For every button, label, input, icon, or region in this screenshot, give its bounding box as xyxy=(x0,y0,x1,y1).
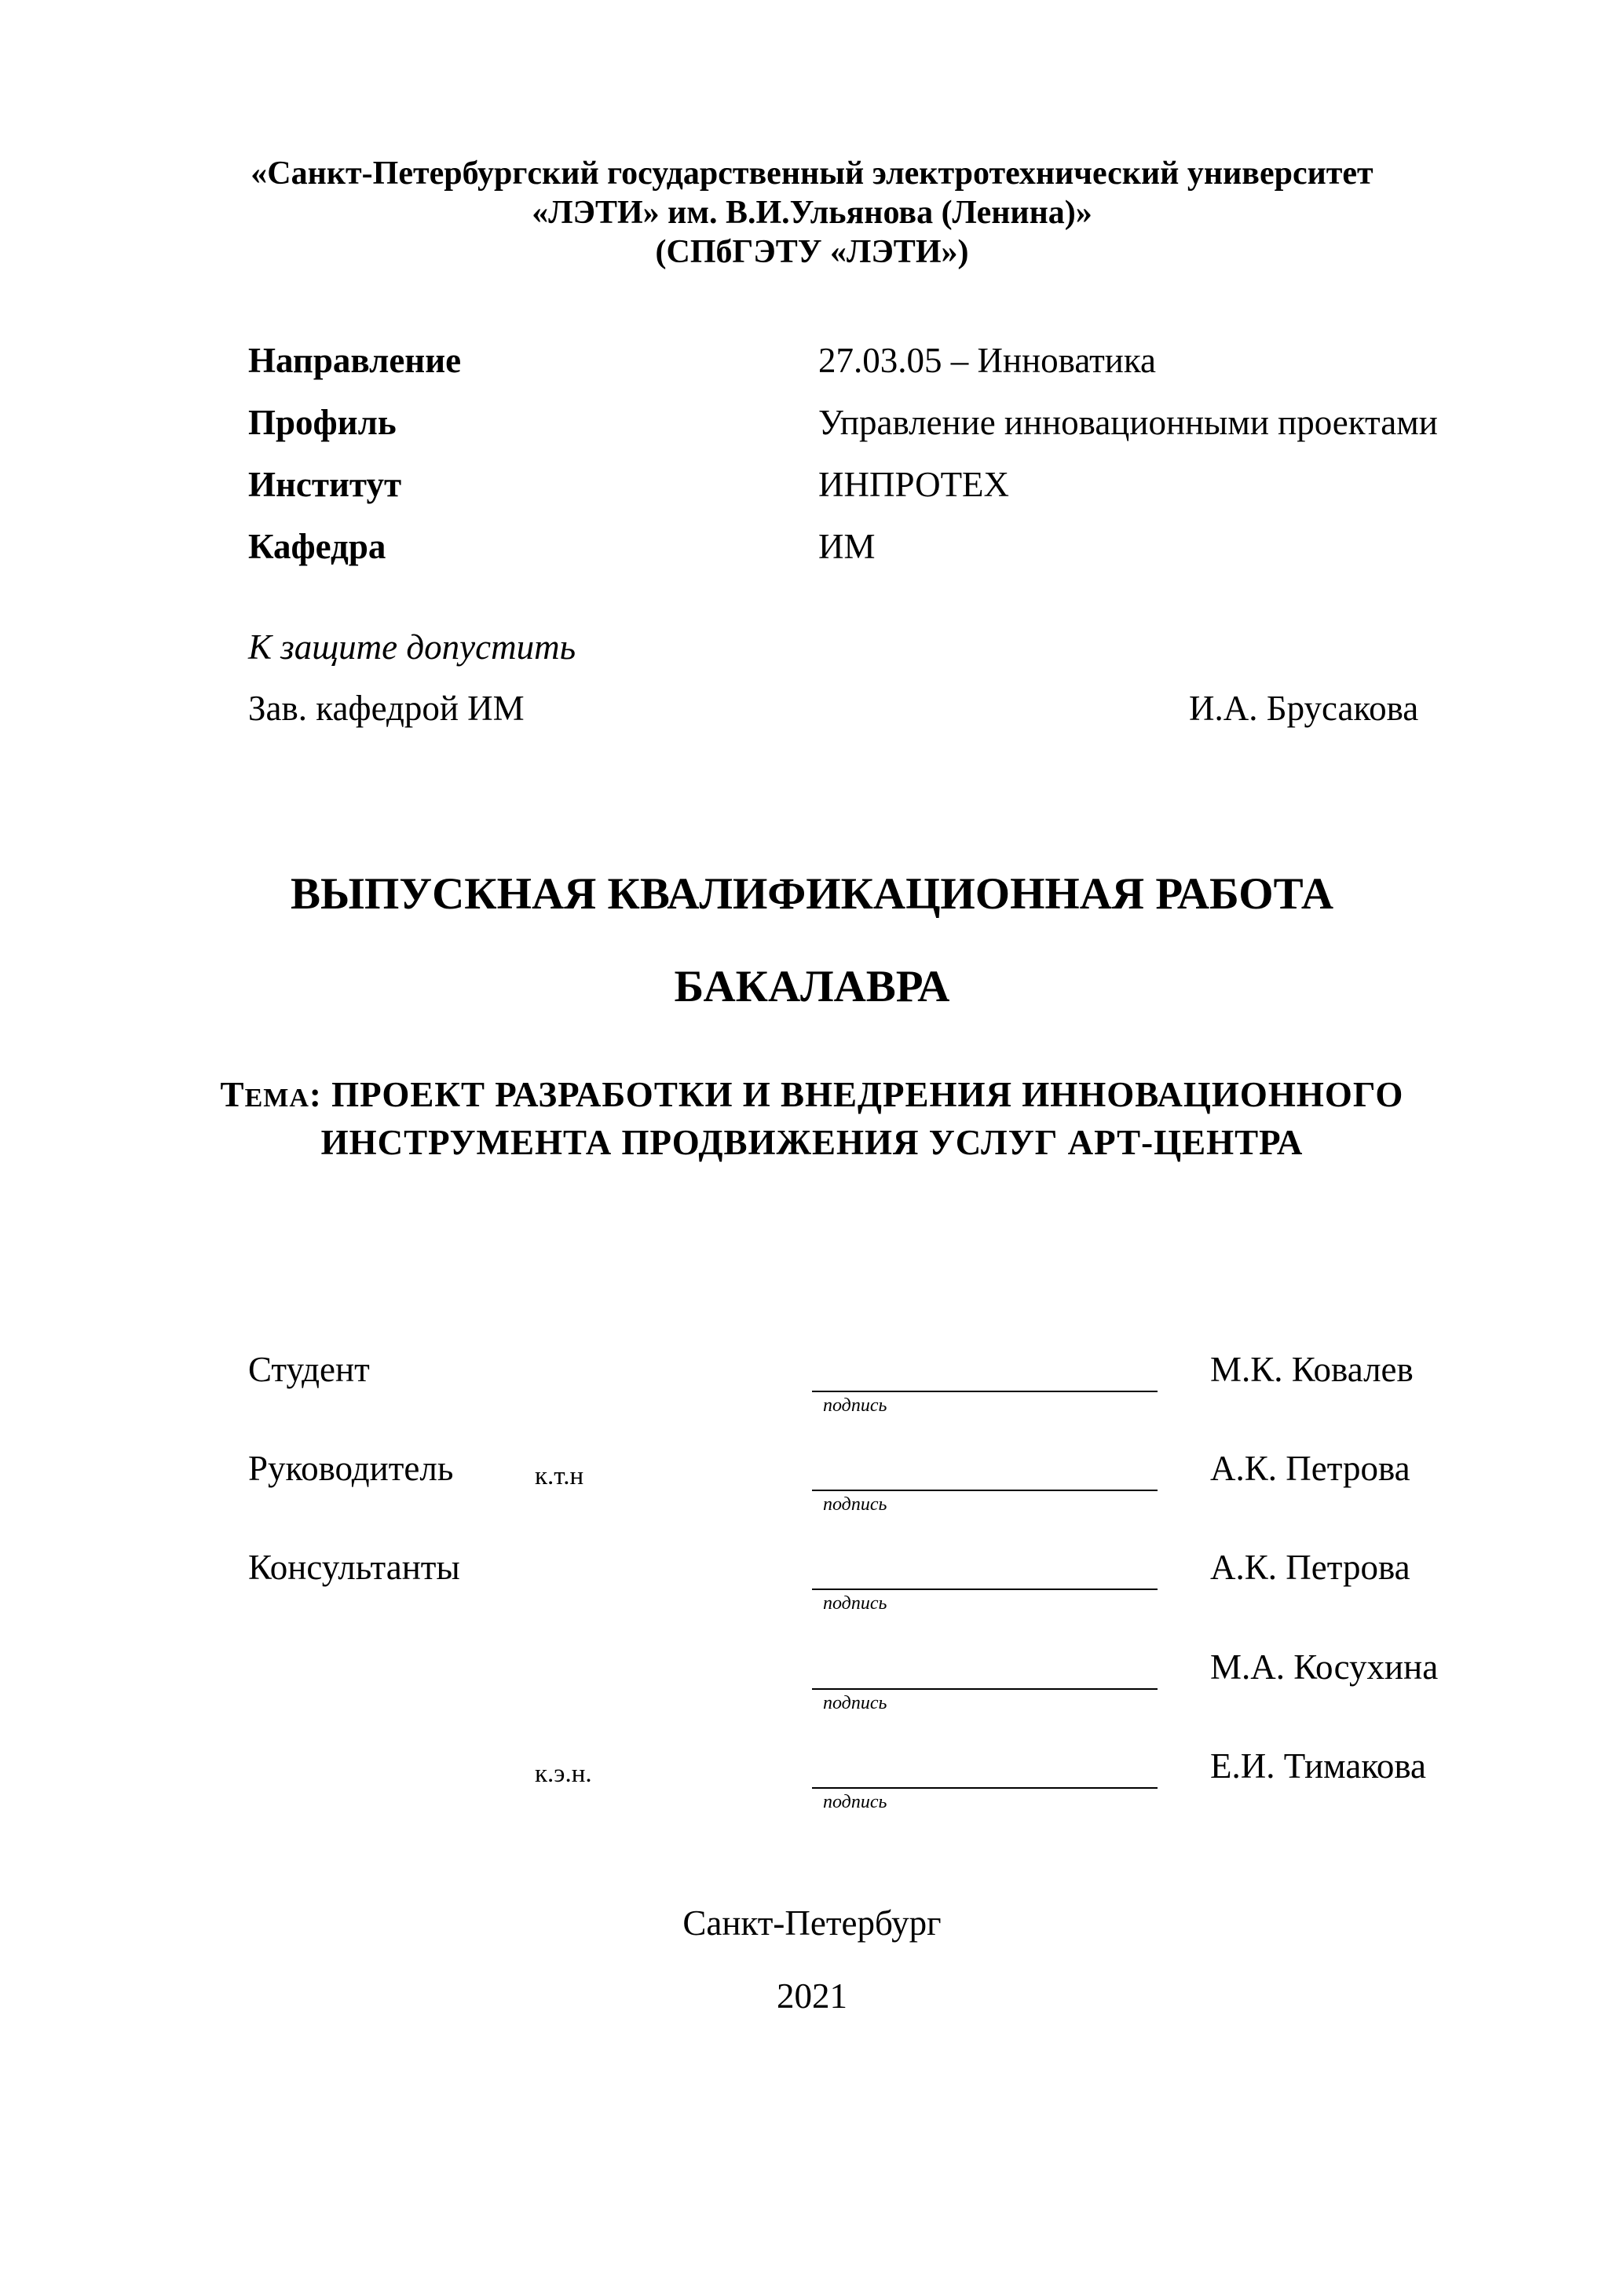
info-label: Институт xyxy=(248,465,402,504)
theme xyxy=(157,1073,1467,1165)
theme-prefix-rest: ЕМА xyxy=(244,1084,309,1113)
signature-caption: подпись xyxy=(823,1395,887,1416)
info-label: Профиль xyxy=(248,403,397,442)
signature-row-student xyxy=(248,1347,1520,1416)
department-head-name: И.А. Брусакова xyxy=(1189,689,1419,728)
signature-row-consultant-2 xyxy=(248,1644,1520,1713)
signature-line xyxy=(812,1688,1158,1690)
signature-role: Консультанты xyxy=(248,1548,460,1587)
signature-name: А.К. Петрова xyxy=(1210,1548,1410,1587)
info-value: ИМ xyxy=(818,527,876,566)
work-title-line-1: ВЫПУСКНАЯ КВАЛИФИКАЦИОННАЯ РАБОТА xyxy=(290,869,1333,919)
info-value: 27.03.05 – Инноватика xyxy=(818,341,1157,380)
signature-row-supervisor xyxy=(248,1446,1520,1515)
footer-city: Санкт-Петербург xyxy=(682,1903,942,1943)
signature-degree: к.т.н xyxy=(535,1462,584,1490)
theme-prefix-first: Т xyxy=(220,1075,245,1114)
signature-line xyxy=(812,1391,1158,1392)
signature-role: Руководитель xyxy=(248,1449,454,1488)
info-row-department xyxy=(248,524,1505,586)
info-row-direction xyxy=(248,338,1505,400)
header-line-2: «ЛЭТИ» им. В.И.Ульянова (Ленина)» xyxy=(532,195,1092,231)
info-label: Кафедра xyxy=(248,527,386,566)
info-row-profile xyxy=(248,400,1505,462)
signature-name: М.К. Ковалев xyxy=(1210,1350,1414,1389)
header-line-1: «Санкт-Петербургский государственный электротехнический университет xyxy=(251,155,1373,192)
header-line-3: (СПбГЭТУ «ЛЭТИ») xyxy=(655,234,969,270)
signature-degree: к.э.н. xyxy=(535,1760,592,1788)
admission-text: К защите допустить xyxy=(248,627,576,667)
signature-caption: подпись xyxy=(823,1593,887,1614)
signature-name: Е.И. Тимакова xyxy=(1210,1746,1427,1786)
info-row-institute xyxy=(248,462,1505,524)
signature-name: А.К. Петрова xyxy=(1210,1449,1410,1488)
footer xyxy=(157,1900,1467,2019)
work-title xyxy=(157,868,1467,1014)
theme-text-1: ПРОЕКТ РАЗРАБОТКИ И ВНЕДРЕНИЯ ИННОВАЦИОННОГО xyxy=(331,1075,1404,1114)
info-value: Управление инновационными проектами xyxy=(818,403,1438,442)
signature-role: Студент xyxy=(248,1350,370,1389)
signature-name: М.А. Косухина xyxy=(1210,1647,1439,1687)
info-value: ИНПРОТЕХ xyxy=(818,465,1010,504)
info-block xyxy=(248,338,1505,586)
university-header xyxy=(157,154,1467,272)
theme-colon: : xyxy=(309,1075,322,1114)
signature-line xyxy=(812,1589,1158,1590)
department-head-role: Зав. кафедрой ИМ xyxy=(248,689,525,728)
footer-year: 2021 xyxy=(777,1976,847,2016)
work-title-line-2: БАКАЛАВРА xyxy=(674,962,950,1011)
signature-caption: подпись xyxy=(823,1693,887,1713)
signature-line xyxy=(812,1787,1158,1789)
signature-row-consultant-3 xyxy=(248,1743,1520,1812)
signature-caption: подпись xyxy=(823,1494,887,1515)
signature-line xyxy=(812,1490,1158,1491)
info-label: Направление xyxy=(248,341,462,380)
signature-row-consultant-1 xyxy=(248,1545,1520,1614)
theme-line-2: ИНСТРУМЕНТА ПРОДВИЖЕНИЯ УСЛУГ АРТ-ЦЕНТРА xyxy=(320,1123,1304,1162)
theme-line-1 xyxy=(157,1073,1467,1121)
signature-caption: подпись xyxy=(823,1792,887,1812)
